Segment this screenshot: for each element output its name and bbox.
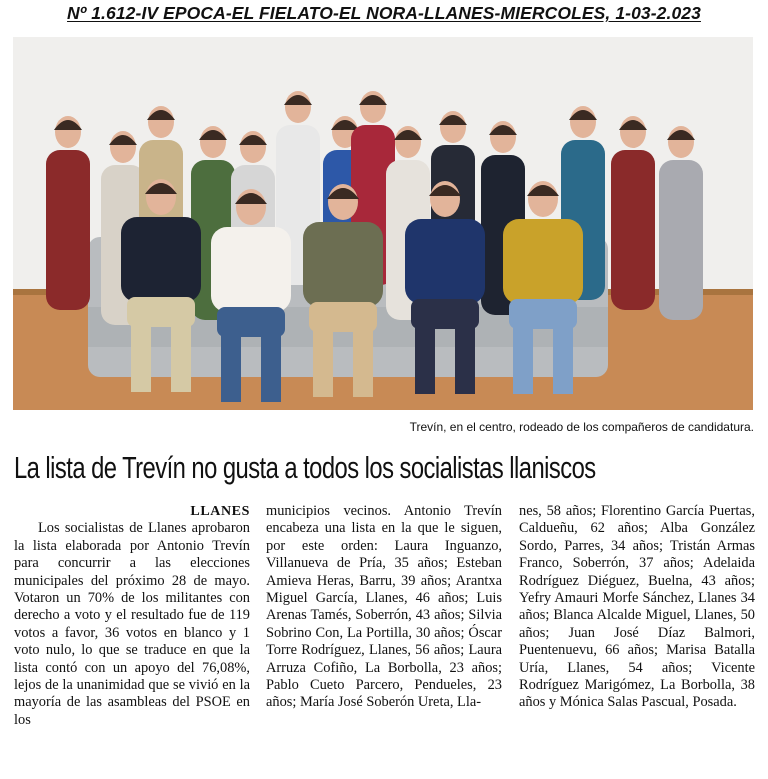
seated-person-leg-right-1 [171, 322, 191, 392]
article-text-col3: nes, 58 años; Florentino García Puertas, Caldueñu, 62 años; Alba González Sordo, Parres, 34 años; Tristán Armas Franco, Soberrón, 37 años; Adelaida Rodríguez Diéguez, Buelna, 43 años; Yefry Amauri Morfe Sánchez, Llanes 34 años; Blanca Alcalde Miguel, Llanes, 50 años; Juan José Díaz Balmori, Puentenuevu, 66 años; Marisa Batalla Uría, Llanes, 54 años; Vicente Rodríguez Marigómez, La Borbolla, 38 años y Mónica Salas Pascual, Posada. [519, 503, 755, 711]
seated-person-leg-right-4 [455, 324, 475, 394]
photo-caption: Trevín, en el centro, rodeado de los compañeros de candidatura. [409, 420, 754, 434]
seated-person-leg-right-5 [553, 324, 573, 394]
article-text-col1: Los socialistas de Llanes aprobaron la lista elaborada por Antonio Trevín para concurrir a las elecciones municipales del próximo 28 de mayo. Votaron un 70% de los militantes con derecho a voto y el resultado fue de 119 votos a favor, 36 votos en blanco y 1 voto nulo, lo que se traduce en que la lista contó con un apoyo del 76,08%, lejos de la unanimidad que se vivió en la mayoría de las asambleas del PSOE en los [14, 520, 250, 728]
seated-person-leg-left-1 [131, 322, 151, 392]
seated-person-leg-right-3 [353, 327, 373, 397]
seated-person-5 [503, 219, 583, 304]
masthead-text: Nº 1.612-IV EPOCA-EL FIELATO-EL NORA-LLANES-MIERCOLES, 1-03-2.023 [67, 3, 701, 23]
seated-person-4 [405, 219, 485, 304]
seated-person-1 [121, 217, 201, 302]
article-headline: La lista de Trevín no gusta a todos los socialistas llaniscos [14, 451, 596, 485]
standing-person-14 [659, 160, 703, 320]
article-column-2 [266, 503, 502, 775]
seated-person-leg-left-5 [513, 324, 533, 394]
seated-person-leg-right-2 [261, 332, 281, 402]
section-label: LLANES [190, 504, 250, 519]
seated-person-leg-left-2 [221, 332, 241, 402]
seated-person-3 [303, 222, 383, 307]
article-column-1 [14, 503, 250, 775]
seated-person-2 [211, 227, 291, 312]
seated-person-leg-left-3 [313, 327, 333, 397]
masthead [0, 3, 768, 24]
standing-person-13 [611, 150, 655, 310]
group-photo-illustration [13, 37, 753, 410]
seated-person-leg-left-4 [415, 324, 435, 394]
article-column-3 [519, 503, 755, 775]
article-text-col2: municipios vecinos. Antonio Trevín encabeza una lista en la que le siguen, por este orden: Laura Inguanzo, Villanueva de Pría, 35 años; Esteban Amieva Heras, Barru, 39 años; Arantxa Miguel García, Llanes, 46 años; Luis Arenas Tamés, Soberrón, 43 años; Silvia Sobrino Con, La Portilla, 30 años; Óscar Torre Rodríguez, Llanes, 56 años; Laura Arruza Cofiño, La Borbolla, 23 años; Pablo Cueto Parcero, Pendueles, 23 años; María José Soberón Ureta, Lla- [266, 503, 502, 711]
standing-person-1 [46, 150, 90, 310]
group-photo [13, 37, 753, 410]
